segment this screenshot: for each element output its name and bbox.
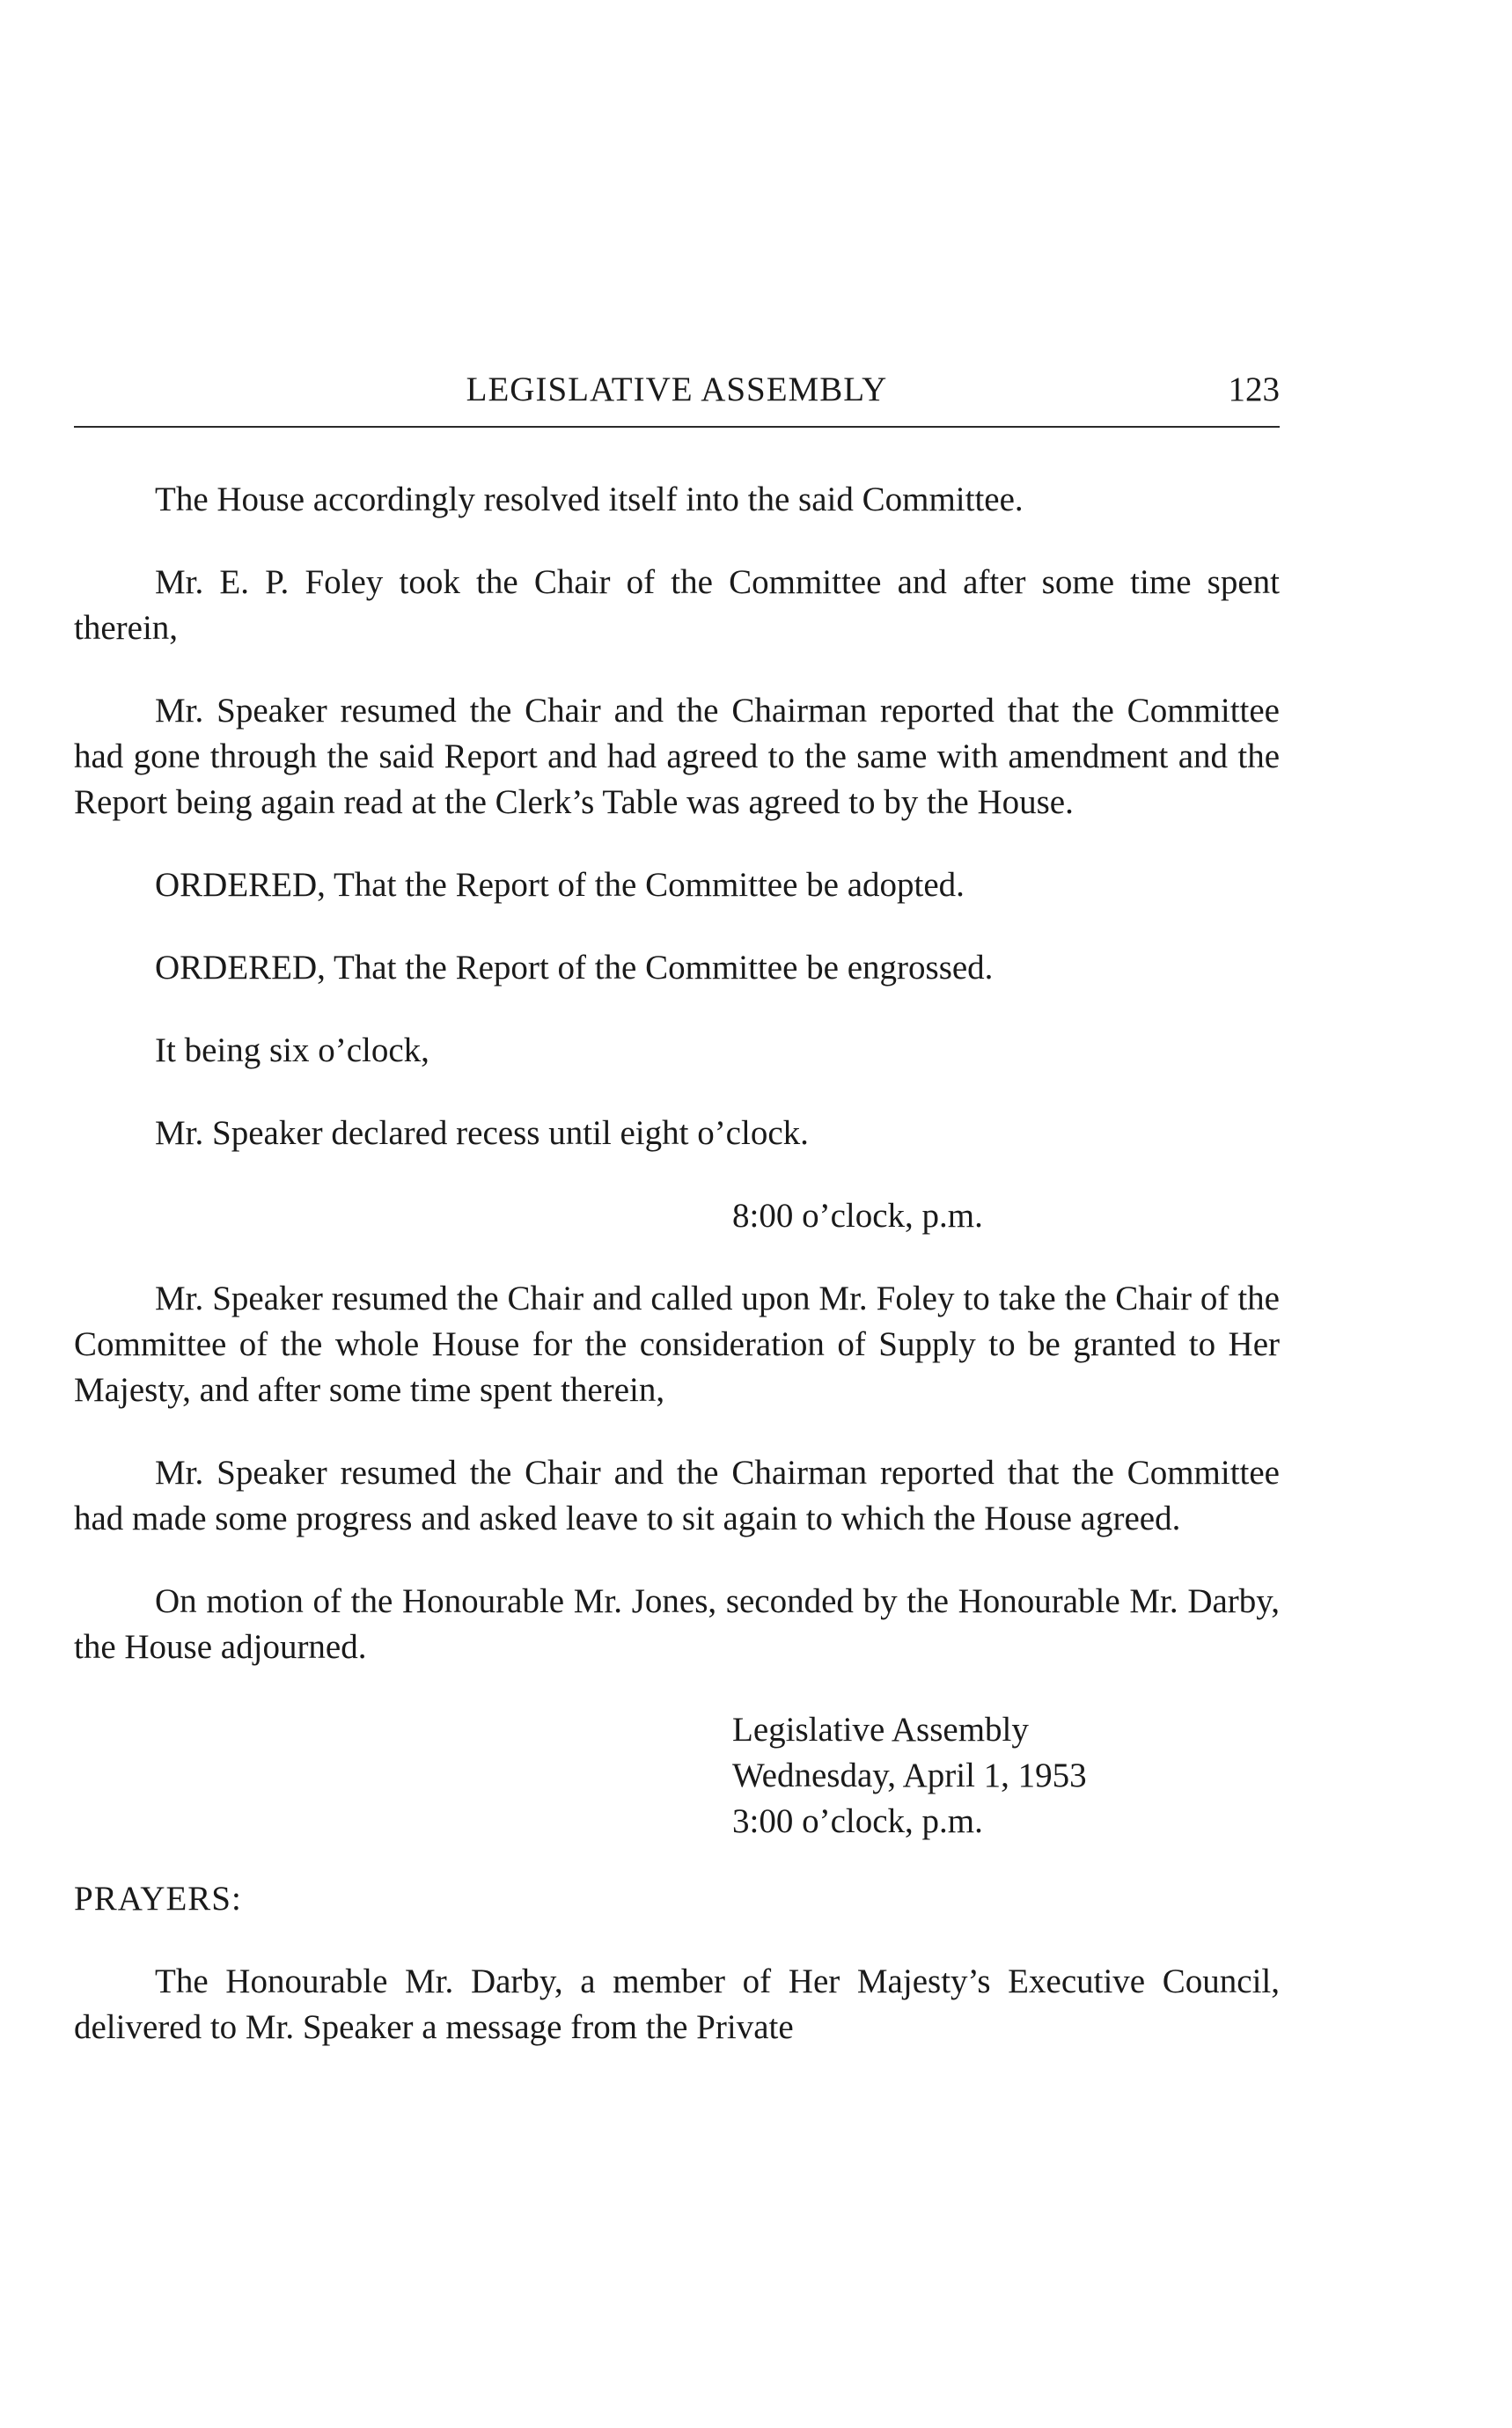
paragraph-adjourned: On motion of the Honourable Mr. Jones, seconded by the Honourable Mr. Darby, the House adjourned.	[74, 1582, 1280, 1666]
dateline-date: Wednesday, April 1, 1953	[732, 1757, 1087, 1794]
dateline-assembly: Legislative Assembly	[732, 1711, 1029, 1749]
paragraph-recess: Mr. Speaker declared recess until eight o’clock.	[155, 1114, 809, 1152]
paragraph-chairman-report: Mr. Speaker resumed the Chair and the Chairman reported that the Committee had gone through the said Report and had agreed to the same with amendment and the Report being again read at the Clerk’s Table was agreed to by the House.	[74, 692, 1280, 821]
page-number: 123	[1228, 370, 1280, 408]
running-head	[74, 370, 1280, 414]
paragraph-foley-chair: Mr. E. P. Foley took the Chair of the Committee and after some time spent therein,	[74, 563, 1280, 647]
body-text	[74, 477, 1280, 2087]
paragraph-supply-committee: Mr. Speaker resumed the Chair and called upon Mr. Foley to take the Chair of the Committee of the whole House for the consideration of Supply to be granted to Her Majesty, and after some time spent therein,	[74, 1280, 1280, 1409]
time-marker: 8:00 o’clock, p.m.	[732, 1197, 983, 1235]
dateline-time: 3:00 o’clock, p.m.	[732, 1802, 983, 1840]
paragraph-darby-message: The Honourable Mr. Darby, a member of Her Majesty’s Executive Council, delivered to Mr. Speaker a message from the Private	[74, 1962, 1280, 2046]
paragraph-ordered-adopted: ORDERED, That the Report of the Committee be adopted.	[155, 866, 965, 904]
session-dateline	[74, 1707, 1280, 1845]
paragraph-committee-resolved: The House accordingly resolved itself into the said Committee.	[155, 480, 1024, 518]
paragraph-six-oclock: It being six o’clock,	[155, 1031, 429, 1069]
running-head-title: LEGISLATIVE ASSEMBLY	[466, 370, 888, 408]
paragraph-ordered-engrossed: ORDERED, That the Report of the Committee be engrossed.	[155, 949, 994, 987]
header-rule	[74, 426, 1280, 428]
paragraph-progress-report: Mr. Speaker resumed the Chair and the Chairman reported that the Committee had made some progress and asked leave to sit again to which the House agreed.	[74, 1454, 1280, 1537]
prayers-heading: PRAYERS:	[74, 1880, 242, 1918]
